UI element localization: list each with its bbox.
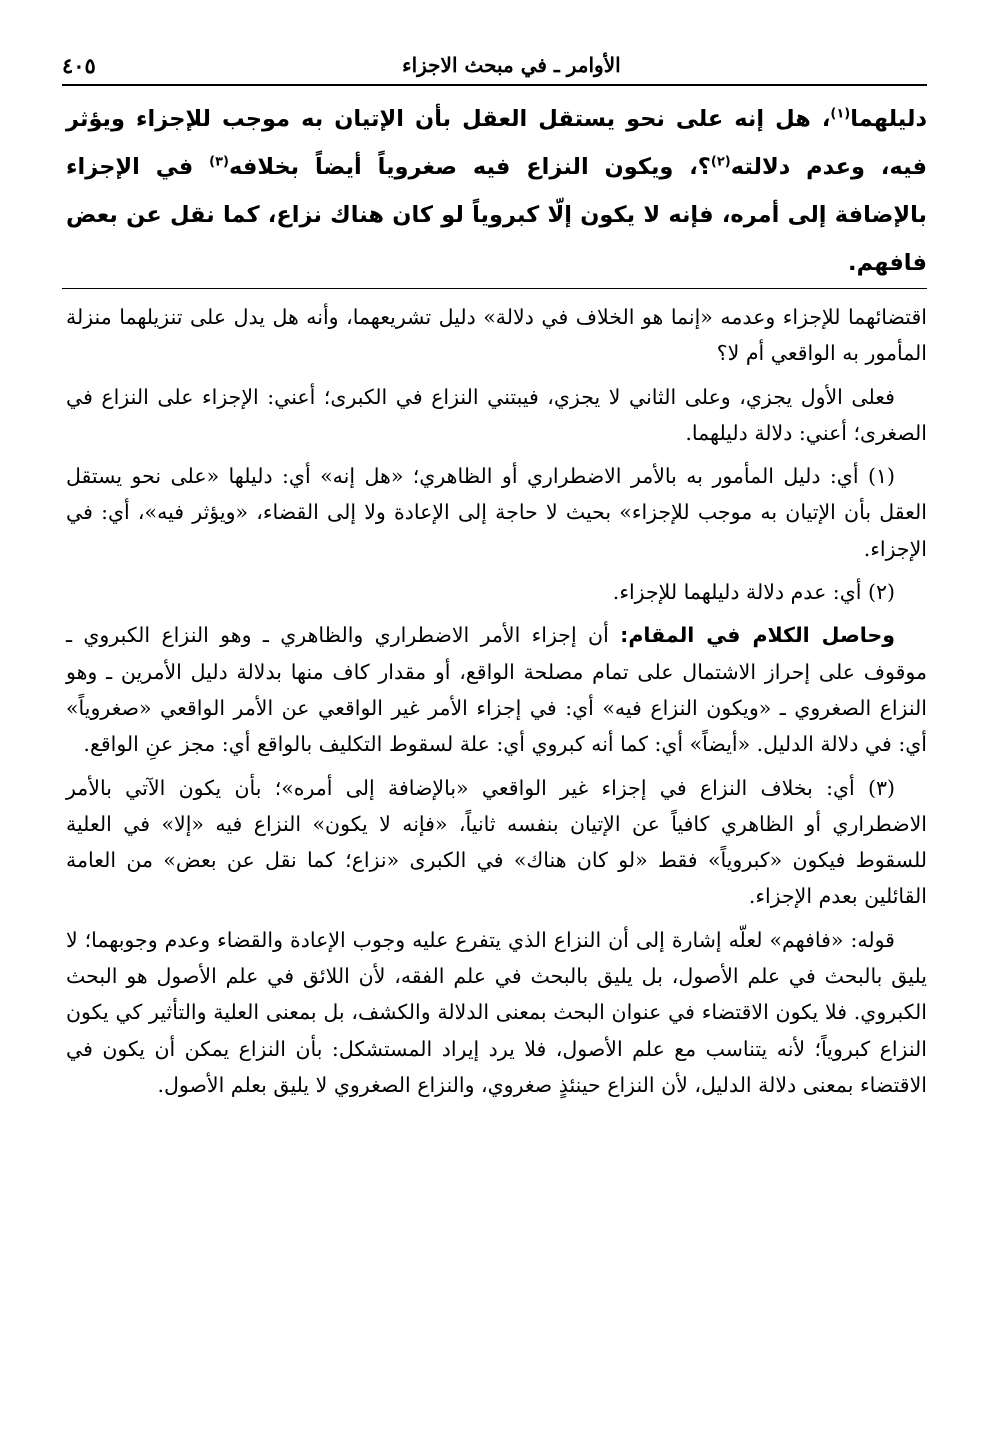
- footnote-marker-1: (١): [830, 106, 851, 122]
- summary-lead: وحاصل الكلام في المقام:: [620, 623, 896, 648]
- commentary: [66, 299, 927, 1103]
- page-number: ٤٠٥: [62, 52, 96, 78]
- page-header: [62, 48, 927, 82]
- commentary-paragraph: قوله: «فافهم» لعلّه إشارة إلى أن النزاع الذي يتفرع عليه وجوب الإعادة والقضاء وعدم وجوبهما؛ لا يليق بالبحث في علم الأصول، بل يليق بالبحث في علم الفقه، لأن اللائق في علم الأصول هو البحث الكبروي. فلا يكون الاقتضاء في عنوان البحث بمعنى الدلالة والكشف، بل بمعنى العلية والتأثير كي يكون النزاع كبروياً؛ لأنه يتناسب مع علم الأصول، فلا يرد إيراد المستشكل: بأن النزاع يمكن أن يكون في الاقتضاء بمعنى دلالة الدليل، لأن النزاع حينئذٍ صغروي، والنزاع الصغروي لا يليق بعلم الأصول.: [66, 927, 927, 1097]
- footnote-1: (١) أي: دليل المأمور به بالأمر الاضطراري أو الظاهري؛ «هل إنه» أي: دليلها «على نحو يستقل العقل بأن الإتيان به موجب للإجزاء» بحيث لا حاجة إلى الإعادة ولا إلى القضاء، «ويؤثر فيه»، أي: في الإجزاء.: [66, 464, 927, 561]
- footnote-marker-2: (٢): [710, 154, 731, 170]
- main-text-segment: ، هل إنه على نحو يستقل العقل بأن الإتيان به موجب للإجزاء ويؤثر فيه، وعدم دلالته: [66, 106, 927, 180]
- header-rule: [62, 84, 927, 86]
- footnote-3: (٣) أي: بخلاف النزاع في إجزاء غير الواقعي «بالإضافة إلى أمره»؛ بأن يكون الآتي بالأمر الاضطراري أو الظاهري كافياً عن الإتيان بنفسه ثانياً، «فإنه لا يكون» النزاع فيه «إلا» في العلية للسقوط فيكون «كبروياً» فقط «لو كان هناك» في الكبرى «نزاع؛ كما نقل عن بعض» من العامة القائلين بعدم الإجزاء.: [66, 775, 927, 909]
- commentary-paragraph: اقتضائهما للإجزاء وعدمه «إنما هو الخلاف في دلالة» دليل تشريعهما، وأنه هل يدل على تنزيلهما منزلة المأمور به الواقعي أم لا؟: [66, 305, 927, 366]
- commentary-paragraph: فعلى الأول يجزي، وعلى الثاني لا يجزي، فيبتني النزاع في الكبرى؛ أعني: الإجزاء على النزاع في الصغرى؛ أعني: دلالة دليلهما.: [66, 384, 927, 445]
- main-text: [66, 95, 927, 287]
- commentary-divider: [62, 288, 927, 289]
- main-text-segment: ؟، ويكون النزاع فيه صغروياً أيضاً بخلافه: [228, 154, 711, 180]
- running-title: الأوامر ـ في مبحث الاجزاء: [402, 53, 621, 77]
- footnote-marker-3: (٣): [209, 154, 229, 170]
- footnote-2: (٢) أي: عدم دلالة دليلهما للإجزاء.: [612, 580, 895, 605]
- main-text-segment: في الإجزاء بالإضافة إلى أمره، فإنه لا يكون إلّا كبروياً لو كان هناك نزاع، كما نقل عن بعض فافهم.: [66, 154, 927, 276]
- summary-body: أن إجزاء الأمر الاضطراري والظاهري ـ وهو النزاع الكبروي ـ موقوف على إحراز الاشتمال على تمام مصلحة الواقع، أو مقدار كاف منها بدلالة دليل الأمرين ـ وهو النزاع الصغروي ـ «ويكون النزاع فيه» أي: في إجزاء الأمر غير الواقعي عن الأمر الواقعي «صغروياً» أي: في دلالة الدليل. «أيضاً» أي: كما أنه كبروي أي: علة لسقوط التكليف بالواقع أي: مجز عنِ الواقع.: [66, 623, 927, 757]
- summary-paragraph: [66, 617, 927, 762]
- main-text-segment: دليلهما: [850, 106, 927, 132]
